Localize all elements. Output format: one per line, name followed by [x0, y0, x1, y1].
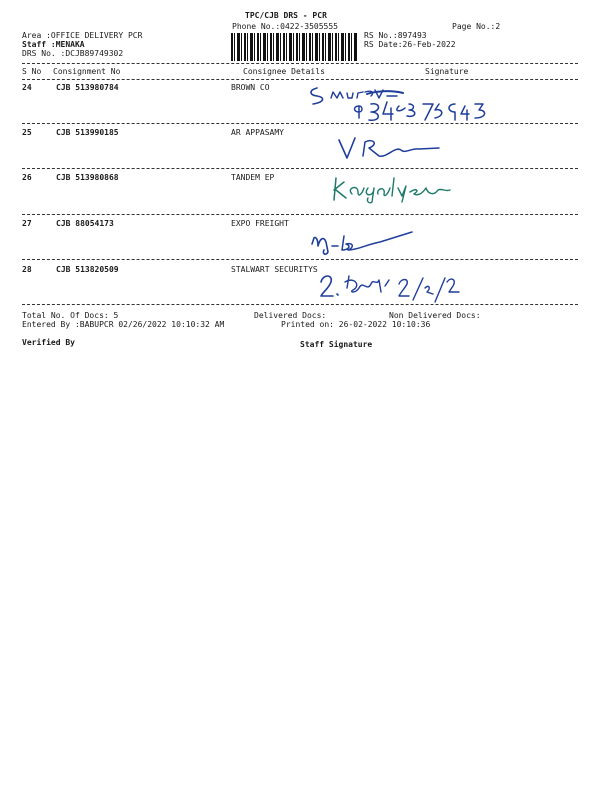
- row-sno: 24: [22, 83, 32, 92]
- rs-date: RS Date:26-Feb-2022: [364, 40, 456, 49]
- row-consignee: TANDEM EP: [231, 173, 275, 182]
- staff-signature-label: Staff Signature: [300, 340, 373, 349]
- row-consignee: AR APPASAMY: [231, 128, 284, 137]
- row-consignment: CJB 513990185: [56, 128, 119, 137]
- page-number: Page No.:2: [452, 22, 501, 31]
- column-header-sno: S No: [22, 67, 42, 76]
- delivered-docs: Delivered Docs:: [254, 311, 327, 320]
- row-sno: 27: [22, 219, 32, 228]
- row-consignee: BROWN CO: [231, 83, 270, 92]
- divider: [22, 79, 578, 80]
- handwritten-signature: [305, 82, 525, 128]
- row-consignee: STALWART SECURITYS: [231, 265, 318, 274]
- non-delivered-docs: Non Delivered Docs:: [389, 311, 481, 320]
- handwritten-signature: [315, 266, 465, 306]
- row-consignment: CJB 513980784: [56, 83, 119, 92]
- phone-number: Phone No.:0422-3505555: [232, 22, 338, 31]
- staff-label: Staff :MENAKA: [22, 40, 85, 49]
- drs-number: DRS No. :DCJB89749302: [22, 49, 124, 58]
- divider: [22, 259, 578, 260]
- handwritten-signature: [335, 134, 455, 166]
- handwritten-signature: [308, 228, 420, 258]
- row-consignee: EXPO FREIGHT: [231, 219, 289, 228]
- column-header-consignment: Consignment No: [53, 67, 121, 76]
- divider: [22, 168, 578, 169]
- total-docs: Total No. Of Docs: 5: [22, 311, 119, 320]
- divider: [22, 304, 578, 305]
- row-consignment: CJB 513980868: [56, 173, 119, 182]
- row-sno: 28: [22, 265, 32, 274]
- divider: [22, 63, 578, 64]
- verified-by-label: Verified By: [22, 338, 75, 347]
- row-sno: 25: [22, 128, 32, 137]
- area-label: Area :OFFICE DELIVERY PCR: [22, 31, 143, 40]
- row-sno: 26: [22, 173, 32, 182]
- document-title: TPC/CJB DRS - PCR: [245, 11, 327, 20]
- column-header-consignee: Consignee Details: [243, 67, 325, 76]
- column-header-signature: Signature: [425, 67, 469, 76]
- entered-by: Entered By :BABUPCR 02/26/2022 10:10:32 AM: [22, 320, 225, 329]
- row-consignment: CJB 88054173: [56, 219, 114, 228]
- printed-on: Printed on: 26-02-2022 10:10:36: [281, 320, 431, 329]
- divider: [22, 123, 578, 124]
- barcode-image: [231, 33, 357, 61]
- handwritten-signature: [330, 174, 460, 204]
- row-consignment: CJB 513820509: [56, 265, 119, 274]
- rs-number: RS No.:897493: [364, 31, 427, 40]
- divider: [22, 214, 578, 215]
